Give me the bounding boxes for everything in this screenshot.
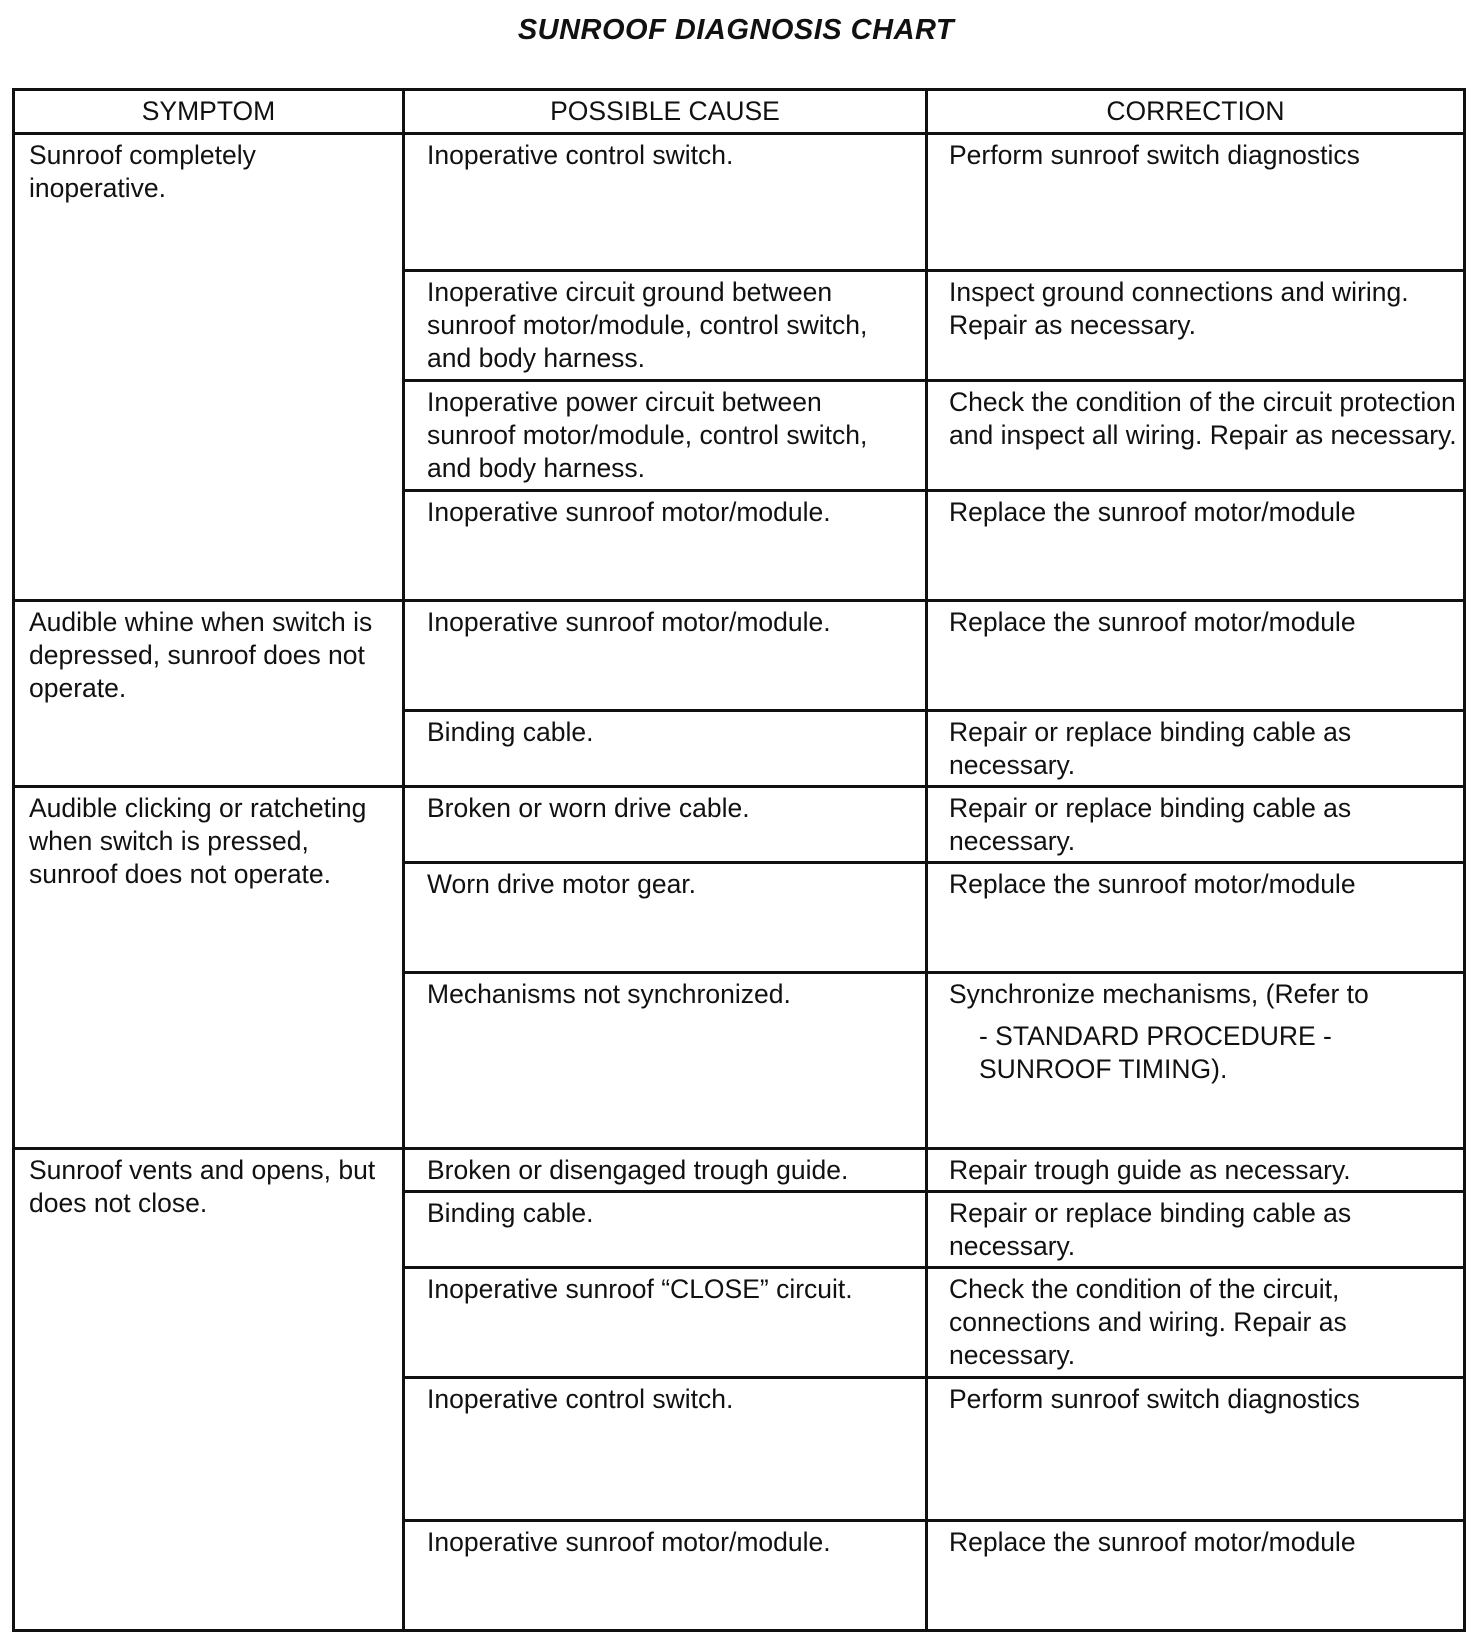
cause-cell: Binding cable. <box>404 1192 927 1268</box>
cause-cell: Inoperative sunroof “CLOSE” circuit. <box>404 1268 927 1378</box>
cause-cell: Broken or disengaged trough guide. <box>404 1149 927 1192</box>
correction-cell: Perform sunroof switch diagnostics <box>927 134 1465 271</box>
correction-cell: Inspect ground connections and wiring. Repair as necessary. <box>927 271 1465 381</box>
page-title: SUNROOF DIAGNOSIS CHART <box>517 14 955 46</box>
correction-cell: Repair trough guide as necessary. <box>927 1149 1465 1192</box>
symptom-cell: Sunroof vents and opens, but does not close. <box>14 1149 404 1631</box>
correction-cell: Replace the sunroof motor/module <box>927 491 1465 601</box>
correction-cell: Repair or replace binding cable as necessary. <box>927 1192 1465 1268</box>
cause-cell: Inoperative power circuit between sunroof motor/module, control switch, and body harness. <box>404 381 927 491</box>
cause-cell: Broken or worn drive cable. <box>404 787 927 863</box>
cause-cell: Binding cable. <box>404 711 927 787</box>
symptom-cell: Sunroof completely inoperative. <box>14 134 404 601</box>
table-header-row <box>14 90 1465 134</box>
correction-cell: Replace the sunroof motor/module <box>927 601 1465 711</box>
symptom-cell: Audible clicking or ratcheting when switch is pressed, sunroof does not operate. <box>14 787 404 1149</box>
cause-cell: Worn drive motor gear. <box>404 863 927 973</box>
table-row <box>14 787 1465 863</box>
table-row <box>14 601 1465 711</box>
cause-cell: Mechanisms not synchronized. <box>404 973 927 1149</box>
correction-cell: Repair or replace binding cable as necessary. <box>927 711 1465 787</box>
cause-cell: Inoperative sunroof motor/module. <box>404 491 927 601</box>
correction-cell: Replace the sunroof motor/module <box>927 1521 1465 1631</box>
procedure-reference-line: SUNROOF TIMING). <box>979 1054 1228 1084</box>
correction-cell: Replace the sunroof motor/module <box>927 863 1465 973</box>
correction-cell: Perform sunroof switch diagnostics <box>927 1378 1465 1521</box>
header-symptom: SYMPTOM <box>14 90 404 134</box>
cause-cell: Inoperative sunroof motor/module. <box>404 601 927 711</box>
procedure-reference-line: - STANDARD PROCEDURE - <box>979 1021 1332 1051</box>
header-correction: CORRECTION <box>927 90 1465 134</box>
table-row <box>14 1149 1465 1192</box>
cause-cell: Inoperative circuit ground between sunroof motor/module, control switch, and body harness. <box>404 271 927 381</box>
header-possible-cause: POSSIBLE CAUSE <box>404 90 927 134</box>
correction-cell: Check the condition of the circuit protection and inspect all wiring. Repair as necessary. <box>927 381 1465 491</box>
correction-text: Synchronize mechanisms, (Refer to <box>949 979 1369 1009</box>
diagnosis-table <box>12 88 1466 1632</box>
correction-cell: Repair or replace binding cable as necessary. <box>927 787 1465 863</box>
correction-cell: Check the condition of the circuit, connections and wiring. Repair as necessary. <box>927 1268 1465 1378</box>
correction-cell <box>927 973 1465 1149</box>
cause-cell: Inoperative sunroof motor/module. <box>404 1521 927 1631</box>
table-row <box>14 134 1465 271</box>
cause-cell: Inoperative control switch. <box>404 1378 927 1521</box>
cause-cell: Inoperative control switch. <box>404 134 927 271</box>
symptom-cell: Audible whine when switch is depressed, sunroof does not operate. <box>14 601 404 787</box>
procedure-reference <box>949 1020 1457 1086</box>
